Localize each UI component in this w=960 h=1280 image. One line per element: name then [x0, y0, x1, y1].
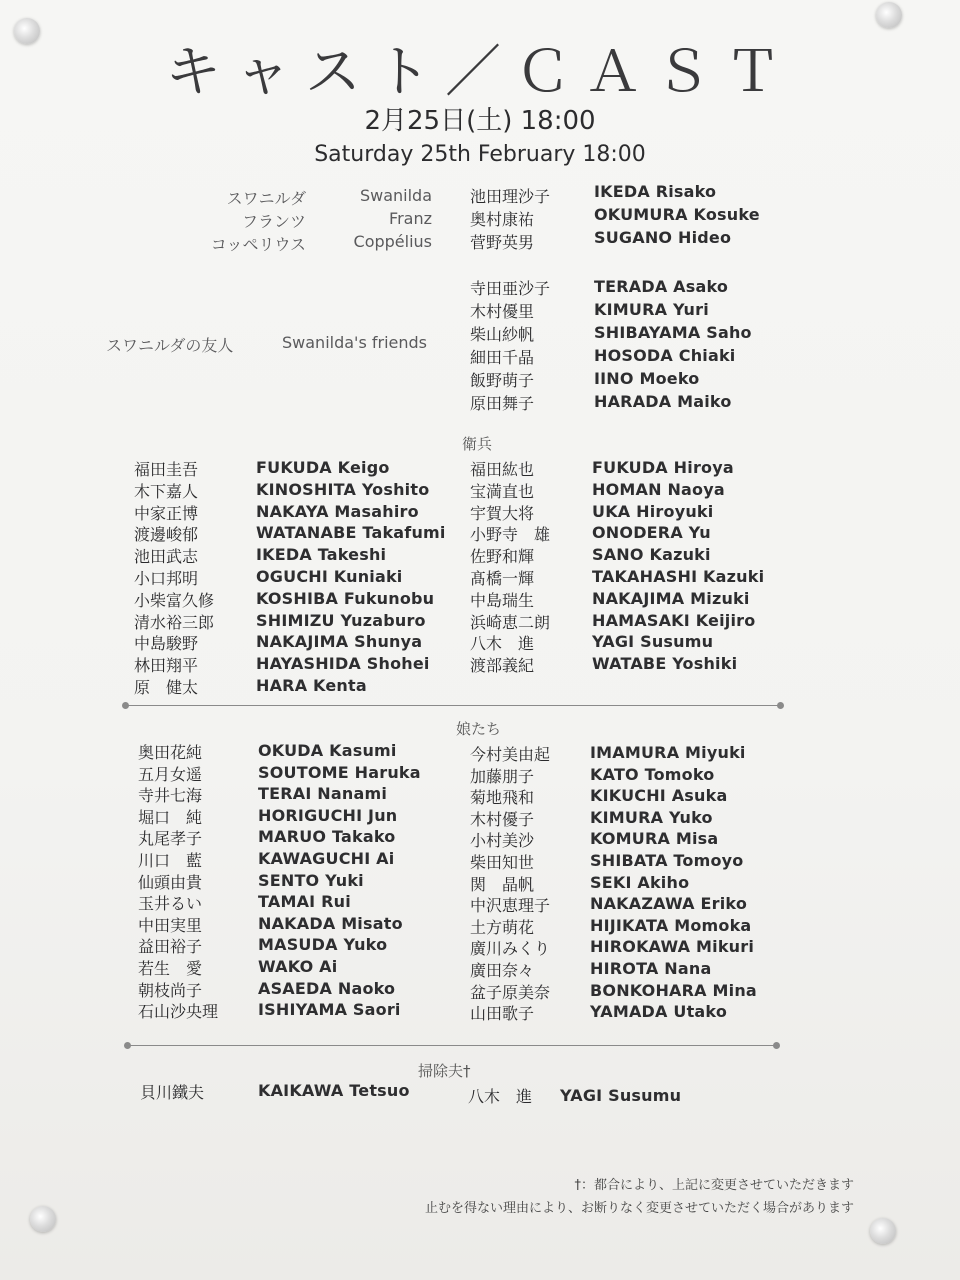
cast-name-ja: 宝満直也	[470, 481, 535, 501]
cast-name-ja: 池田武志	[134, 547, 199, 567]
cast-name-ja: 中田実里	[138, 915, 203, 935]
cast-name-ja: 今村美由起	[470, 745, 551, 764]
cast-name-en: ASAEDA Naoko	[258, 978, 396, 998]
cast-name-en: SEKI Akiho	[590, 872, 690, 892]
cast-name-ja: 若生 愛	[138, 959, 203, 978]
cast-name-ja: 原 健太	[134, 678, 199, 697]
cast-name-en: TERAI Nanami	[258, 784, 388, 804]
cast-name-en: HOSODA Chiaki	[594, 346, 736, 365]
cast-name-en: NAKAJIMA Shunya	[256, 632, 423, 652]
role-en: Coppélius	[353, 232, 432, 251]
pin-bottom-left	[30, 1206, 56, 1232]
cast-name-en: YAGI Susumu	[560, 1086, 682, 1105]
cast-name-en: KOSHIBA Fukunobu	[256, 588, 435, 608]
cast-name-ja: 木村優里	[470, 302, 535, 321]
cast-name-en: WATANABE Takafumi	[256, 523, 446, 543]
cast-name-ja: 寺田亜沙子	[470, 279, 551, 298]
cast-name-en: HARA Kenta	[256, 676, 367, 695]
cast-name-en: KAWAGUCHI Ai	[258, 849, 395, 868]
cast-name-en: KINOSHITA Yoshito	[256, 479, 430, 499]
cast-name-ja: 廣川みくり	[470, 939, 551, 959]
cast-name-ja: 渡邊峻郁	[134, 525, 199, 545]
cast-name-en: KATO Tomoko	[590, 764, 715, 784]
cast-name-en: WAKO Ai	[258, 957, 338, 976]
cast-name-ja: 丸尾孝子	[138, 829, 203, 849]
cast-name-ja: 川口 藍	[138, 851, 203, 870]
cast-name-en: OKUDA Kasumi	[258, 741, 397, 760]
cast-name-ja: 浜崎恵二朗	[470, 612, 551, 632]
cast-name-ja: 清水裕三郎	[134, 612, 215, 632]
cast-name-ja: 中島瑞生	[470, 590, 535, 610]
section-heading-daughters: 娘たち	[456, 720, 502, 738]
cast-name-ja: 土方萌花	[470, 917, 535, 937]
cast-name-en: HORIGUCHI Jun	[258, 805, 398, 825]
cast-name-ja: 渡部義紀	[470, 656, 535, 676]
cast-name-ja: 柴田知世	[470, 853, 535, 872]
cast-name-en: KOMURA Misa	[590, 829, 719, 849]
cast-name-en: IKEDA Risako	[594, 182, 717, 201]
cast-name-en: NAKAZAWA Eriko	[590, 894, 748, 914]
cast-name-en: OKUMURA Kosuke	[594, 205, 760, 224]
cast-name-ja: 貝川鐵夫	[140, 1083, 205, 1102]
cast-name-ja: 石山沙央理	[138, 1002, 219, 1022]
cast-name-ja: 林田翔平	[134, 656, 199, 676]
cast-name-ja: 福田圭吾	[134, 460, 199, 479]
cast-name-ja: 木下嘉人	[134, 481, 199, 501]
footnote: †：都合により、上記に変更させていただきます	[574, 1178, 854, 1193]
cast-name-en: HIJIKATA Momoka	[590, 915, 752, 935]
cast-name-ja: 加藤朋子	[470, 766, 535, 786]
pin-bottom-right	[870, 1218, 896, 1244]
cast-name-en: KIKUCHI Asuka	[590, 786, 728, 806]
role-en: Franz	[389, 209, 432, 228]
cast-name-en: TERADA Asako	[594, 277, 729, 296]
cast-name-ja: 玉井るい	[138, 894, 203, 914]
cast-name-en: KIMURA Yuko	[590, 807, 713, 827]
cast-name-en: HIROKAWA Mikuri	[590, 937, 755, 957]
cast-name-ja: 山田歌子	[470, 1004, 535, 1024]
cast-name-en: MASUDA Yuko	[258, 935, 388, 955]
cast-name-ja: 寺井七海	[138, 786, 203, 806]
cast-name-ja: 廣田奈々	[470, 961, 535, 980]
cast-name-en: TAMAI Rui	[258, 892, 351, 912]
divider	[128, 1045, 776, 1046]
cast-name-en: SUGANO Hideo	[594, 228, 732, 247]
cast-name-en: HOMAN Naoya	[592, 479, 725, 499]
cast-name-ja: 木村優子	[470, 809, 535, 829]
cast-name-ja: 小野寺 雄	[470, 525, 551, 545]
cast-name-ja: 益田裕子	[138, 937, 203, 957]
cast-name-ja: 宇賀大将	[470, 503, 535, 523]
cast-name-en: YAGI Susumu	[592, 632, 714, 652]
cast-name-ja: 奥村康祐	[470, 210, 535, 229]
pin-top-right	[876, 2, 902, 28]
cast-name-en: UKA Hiroyuki	[592, 501, 714, 521]
cast-name-ja: 中沢恵理子	[470, 896, 551, 916]
cast-name-ja: 堀口 純	[138, 807, 203, 827]
cast-name-en: FUKUDA Hiroya	[592, 458, 734, 477]
role-ja: フランツ	[241, 212, 306, 231]
cast-name-en: HAMASAKI Keijiro	[592, 610, 756, 630]
cast-name-en: ONODERA Yu	[592, 523, 711, 543]
cast-name-ja: 盆子原美奈	[470, 982, 551, 1002]
cast-name-ja: 中島駿野	[134, 634, 199, 654]
cast-name-en: SHIBAYAMA Saho	[594, 323, 752, 342]
cast-name-en: HIROTA Nana	[590, 959, 712, 978]
cast-name-en: YAMADA Utako	[590, 1002, 728, 1022]
cast-name-ja: 佐野和輝	[470, 547, 535, 567]
section-heading-sweepers: 掃除夫†	[418, 1062, 471, 1080]
cast-name-en: WATABE Yoshiki	[592, 654, 738, 674]
cast-name-en: NAKAYA Masahiro	[256, 501, 419, 521]
friends-role-en: Swanilda's friends	[282, 333, 427, 352]
cast-name-ja: 関 晶帆	[470, 874, 535, 894]
cast-name-en: ISHIYAMA Saori	[258, 1000, 401, 1020]
cast-name-ja: 原田舞子	[470, 394, 535, 413]
performance-date-ja: 2月25日(土) 18:00	[364, 106, 596, 136]
divider	[126, 705, 780, 706]
cast-name-en: IKEDA Takeshi	[256, 545, 387, 565]
role-ja: コッペリウス	[210, 235, 306, 254]
cast-name-en: SHIMIZU Yuzaburo	[256, 610, 426, 630]
cast-name-ja: 奥田花純	[138, 743, 203, 762]
cast-name-en: IINO Moeko	[594, 369, 700, 388]
section-heading-guards: 衛兵	[462, 435, 493, 453]
cast-name-ja: 八木 進	[468, 1087, 533, 1106]
cast-name-en: TAKAHASHI Kazuki	[592, 567, 765, 586]
cast-name-ja: 仙頭由貴	[138, 872, 203, 892]
friends-role-ja: スワニルダの友人	[106, 336, 234, 355]
cast-name-en: NAKAJIMA Mizuki	[592, 588, 750, 608]
performance-date-en: Saturday 25th February 18:00	[314, 142, 646, 167]
cast-name-en: OGUCHI Kuniaki	[256, 567, 403, 586]
cast-name-en: BONKOHARA Mina	[590, 980, 757, 1000]
cast-name-en: FUKUDA Keigo	[256, 458, 390, 477]
cast-name-ja: 菊地飛和	[470, 788, 535, 808]
cast-name-en: HARADA Maiko	[594, 392, 732, 411]
cast-name-ja: 池田理沙子	[470, 187, 551, 206]
cast-name-en: SOUTOME Haruka	[258, 762, 421, 782]
role-en: Swanilda	[359, 186, 432, 205]
cast-name-ja: 五月女遥	[138, 764, 203, 784]
cast-name-ja: 菅野英男	[470, 233, 535, 252]
cast-name-en: SHIBATA Tomoyo	[590, 851, 744, 870]
cast-name-ja: 柴山紗帆	[470, 325, 535, 344]
cast-name-en: SANO Kazuki	[592, 545, 711, 565]
cast-name-ja: 髙橋一輝	[470, 569, 535, 588]
cast-name-en: KAIKAWA Tetsuo	[258, 1081, 410, 1100]
cast-name-en: KIMURA Yuri	[594, 300, 709, 319]
role-ja: スワニルダ	[226, 189, 306, 208]
page-title: キャスト／ＣＡＳＴ	[165, 40, 795, 105]
cast-name-ja: 小口邦明	[134, 569, 199, 588]
cast-name-ja: 小村美沙	[470, 831, 535, 851]
cast-name-ja: 飯野萌子	[470, 371, 535, 390]
cast-name-en: MARUO Takako	[258, 827, 396, 847]
cast-name-ja: 中家正博	[134, 503, 199, 523]
cast-name-en: NAKADA Misato	[258, 913, 403, 933]
cast-name-en: IMAMURA Miyuki	[590, 743, 746, 762]
cast-name-en: HAYASHIDA Shohei	[256, 654, 430, 674]
footnote: 止むを得ない理由により、お断りなく変更させていただく場合があります	[424, 1201, 854, 1216]
cast-name-ja: 福田紘也	[470, 460, 535, 479]
cast-name-ja: 朝枝尚子	[138, 980, 203, 1000]
cast-name-ja: 小柴富久修	[134, 590, 215, 610]
cast-name-en: SENTO Yuki	[258, 870, 364, 890]
cast-name-ja: 細田千晶	[470, 348, 535, 367]
cast-name-ja: 八木 進	[470, 634, 535, 654]
